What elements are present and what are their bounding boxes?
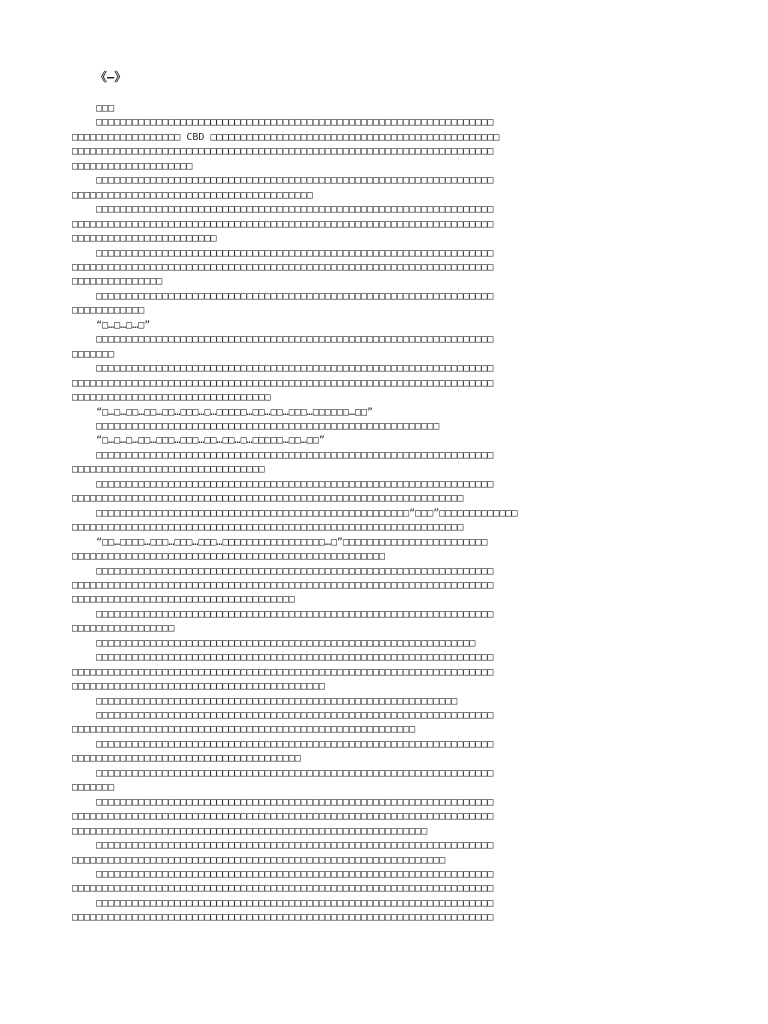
text-line: □□□□□□□□□□□□□□□□□□□□□□□□□□□□□□□□□□□□□□□□□□□□□□□□□□□□□□□□□□□□□□□□□□: [72, 840, 494, 852]
text-line: □□□□□□□□□□□□: [72, 305, 145, 317]
text-line: □□□□□□□□□□□□□□□□□□□□□□□□□□□□□□□□□□□□□□□□□□□□□□□□□□□□□□□□□□□□□□□□□□: [72, 738, 494, 750]
paragraph: [72, 116, 708, 174]
text-line: □□□□□□□□□□□□□□□□□□□□□□□□□□□□□□□□□□□□□□: [72, 753, 301, 765]
paragraph: [72, 203, 708, 246]
paragraph: [72, 695, 708, 709]
paragraph: [72, 868, 708, 897]
text-line: □□□□□□□□□□□□□□□□□□□□□□□□□□□□□□□□□□□□□□□□□□□□□□□□□□□□□□□□□□□□□□□□□: [72, 493, 464, 505]
text-line: □□□□□□□□□□□□□□□□□□□□□□□□□□□□□□□□□□□□□□□□□□□□□□□□□□□□□□□□□□□□□□□□□□: [72, 796, 494, 808]
text-line: □□□□□□□□□□□□□□□□□□□□□□□□□□□□□□□□□□□□□□□□□□□□□□□□□□□□: [72, 551, 386, 563]
text-line: □□□□□□□□□□□□□□□□□□□□□□□□□□□□□□□□□□□□□□□□□□□□□□□□□□□□□□□□□□□□□□□□□□□□□□: [72, 883, 494, 895]
text-line: □□□□□□□□□□□□□□□□□□□□□□□□□□□□□□□□□□□□□□□□□□□□□□□□□□□□□□□□□□□□□□□□□□: [72, 247, 494, 259]
text-line: □□□□□□□□□□□□□□□□□□□□□□□□□□□□□□□□□□□□□□□□□□□□□□□□□□□□□□□□□□□□□□□□□□□□□□: [72, 218, 494, 230]
paragraph: [72, 319, 708, 333]
document-body: [72, 102, 708, 926]
text-line: □□□□□□□□□□□□□□□□□□□□□□□□□□□□□□□□□□□□□□□□□□□□□□□□□□□□□□□□□□□□□□□□□□□□□□: [72, 579, 494, 591]
text-line: □□□□□□□□□□□□□□□□□□ CBD □□□□□□□□□□□□□□□□□□□□□□□□□□□□□□□□□□□□□□□□□□□□□□□□: [72, 131, 500, 143]
paragraph: [72, 478, 708, 507]
text-line: “□…□…□…□”: [72, 319, 151, 331]
paragraph: [72, 102, 708, 116]
text-line: □□□□□□□□□□□□□□□□□□□□□□□□: [72, 233, 217, 245]
paragraph: [72, 839, 708, 868]
paragraph: [72, 565, 708, 608]
text-line: □□□□□□□□□□□□□□□□□□□□□□□□□□□□□□□□□□□□□□□□□□□□□□□□□□□□□□□□□□□□□□□□□□: [72, 710, 494, 722]
paragraph: [72, 608, 708, 637]
text-line: □□□□□□□□□□□□□□□□□□□□□□□□□□□□□□□□□□□□□□□□□□□□□□□□□□□□□□□□□: [72, 420, 440, 432]
text-line: □□□□□□□□□□□□□□□□□□□□□□□□□□□□□□□□□□□□□□□□□□□□□□□□□□□□□□□□□□□□□□□□□□: [72, 897, 494, 909]
text-line: □□□□□□□□□□□□□□□□□□□□□□□□□□□□□□□□□□□□□□□□□□□□□□□□□□□□□□□□□□□□□□□□□: [72, 522, 464, 534]
text-line: □□□□□□□□□□□□□□□□□□□□□□□□□□□□□□□□□□□□□□□□□□□□□□□□□□□□□□□□□□□: [72, 825, 428, 837]
paragraph: [72, 897, 708, 926]
text-line: □□□□□□□: [72, 348, 115, 360]
text-line: □□□□□□□□□□□□□□□□□□□□□□□□□□□□□□□□□□□□□□□□: [72, 189, 313, 201]
text-line: “□□…□□□□…□□□…□□□…□□□…□□□□□□□□□□□□□□□□□…□”□□□□□□□□□□□□□□□□□□□□□□□□: [72, 536, 488, 548]
paragraph: [72, 536, 708, 565]
text-line: □□□□□□□□□□□□□□□□□□□□□□□□□□□□□□□□□□□□□□□□□□□□□□□□□□□□□□□□□□□□□□□□□□□□□□: [72, 811, 494, 823]
text-line: □□□□□□□□□□□□□□□□□□□□□□□□□□□□□□□□□□□□□□□□□□□□□□□□□□□□□□□□□□□□□□□□□□: [72, 175, 494, 187]
text-line: □□□□□□□□□□□□□□□□□□□□□□□□□□□□□□□□□□□□□□□□□□□□□□□□□□□□□□□□□□□□□□□□□□: [72, 334, 494, 346]
text-line: □□□□□□□□□□□□□□□□□□□□□□□□□□□□□□□□□□□□□□□□□□□□□□□□□□□□□□□□□: [72, 724, 416, 736]
text-line: □□□□□□□□□□□□□□□□□□□□□□□□□□□□□□□□□□□□□□□□□□□□□□□□□□□□□□□□□□□□□□: [72, 854, 446, 866]
text-line: □□□□□□□□□□□□□□□□□□□□□□□□□□□□□□□□□□□□□□□□□□□□□□□□□□□□□□□□□□□□□□□□□□: [72, 565, 494, 577]
text-line: □□□□□□□□□□□□□□□□□□□□□□□□□□□□□□□□□□□□□□□□□□□□□□□□□□□□□□□□□□□□□□□□□□□□□□: [72, 666, 494, 678]
paragraph: [72, 651, 708, 694]
paragraph: [72, 637, 708, 651]
text-line: □□□□□□□□□□□□□□□□□□□□□□□□□□□□□□□□□□□□□□□□□□□□□□□□□□□□□□□□□□□□□□□□□□: [72, 478, 494, 490]
paragraph: [72, 174, 708, 203]
paragraph: [72, 362, 708, 405]
text-line: □□□□□□□□□□□□□□□□□□□□□□□□□□□□□□□□: [72, 464, 265, 476]
text-line: □□□□□□□□□□□□□□□□□□□□□□□□□□□□□□□□□□□□□□□□□□□□□□□□□□□□□□□□□□□□□□□□□□: [72, 869, 494, 881]
text-line: □□□□□□□□□□□□□□□□□□□□□□□□□□□□□□□□□□□□□□□□□□□□□□□□□□□□“□□□”□□□□□□□□□□□□□: [72, 507, 518, 519]
text-line: □□□□□□□□□□□□□□□□□□□□□□□□□□□□□□□□□□□□□□□□□□□□□□□□□□□□□□□□□□□□□□□□□□: [72, 608, 494, 620]
page-title: 《—》: [95, 70, 127, 84]
text-line: □□□□□□□□□□□□□□□□□□□□□□□□□□□□□□□□□□□□□□□□□□□□□□□□□□□□□□□□□□□□□□□: [72, 637, 476, 649]
paragraph: [72, 796, 708, 839]
text-line: □□□□□□□□□□□□□□□□□□□□□□□□□□□□□□□□□□□□□□□□□□□□□□□□□□□□□□□□□□□□□□□□□□□□□□: [72, 377, 494, 389]
paragraph: [72, 420, 708, 434]
document-page: [72, 66, 708, 926]
paragraph: [72, 434, 708, 448]
paragraph: [72, 507, 708, 536]
text-line: □□□□□□□□□□□□□□□□□: [72, 623, 175, 635]
text-line: “□…□…□…□□…□□□…□□□…□□…□□…□…□□□□□…□□…□□”: [72, 435, 325, 447]
text-line: □□□□□□□□□□□□□□□□□□□□□□□□□□□□□□□□□□□□□□□□□□□□□□□□□□□□□□□□□□□□□□□□□□: [72, 652, 494, 664]
text-line: □□□□□□□: [72, 782, 115, 794]
paragraph: [72, 290, 708, 319]
text-line: □□□□□□□□□□□□□□□□□□□□□□□□□□□□□□□□□□□□□□□□□□□□□□□□□□□□□□□□□□□□□□□□□□: [72, 117, 494, 129]
title-spacer: [72, 91, 708, 102]
paragraph: [72, 767, 708, 796]
text-line: □□□□□□□□□□□□□□□□□□□□□□□□□□□□□□□□□□□□□□□□□□□□□□□□□□□□□□□□□□□□□□□□□□: [72, 449, 494, 461]
text-line: □□□□□□□□□□□□□□□□□□□□□□□□□□□□□□□□□□□□□□□□□□□□□□□□□□□□□□□□□□□□□□□□□□□□□□: [72, 912, 494, 924]
paragraph: [72, 738, 708, 767]
paragraph: [72, 709, 708, 738]
text-line: □□□□□□□□□□□□□□□□□□□□□□□□□□□□□□□□□□□□□□□□□□□□□□□□□□□□□□□□□□□□□□□□□□: [72, 363, 494, 375]
text-line: □□□□□□□□□□□□□□□□□□□□□□□□□□□□□□□□□□□□□□□□□□□□□□□□□□□□□□□□□□□□: [72, 695, 458, 707]
paragraph: [72, 406, 708, 420]
paragraph: [72, 449, 708, 478]
text-line: “□…□…□□…□□…□□…□□□…□…□□□□□…□□…□□…□□□…□□□□□□…□□”: [72, 406, 374, 418]
text-line: □□□□□□□□□□□□□□□□□□□□□□□□□□□□□□□□□□□□□: [72, 594, 295, 606]
text-line: □□□□□□□□□□□□□□□□□□□□: [72, 160, 193, 172]
text-line: □□□□□□□□□□□□□□□□□□□□□□□□□□□□□□□□□□□□□□□□□□: [72, 681, 325, 693]
paragraph: [72, 247, 708, 290]
text-line: □□□□□□□□□□□□□□□: [72, 276, 163, 288]
text-line: □□□□□□□□□□□□□□□□□□□□□□□□□□□□□□□□□□□□□□□□□□□□□□□□□□□□□□□□□□□□□□□□□□□□□□: [72, 146, 494, 158]
text-line: □□□□□□□□□□□□□□□□□□□□□□□□□□□□□□□□□: [72, 392, 271, 404]
text-line: □□□□□□□□□□□□□□□□□□□□□□□□□□□□□□□□□□□□□□□□□□□□□□□□□□□□□□□□□□□□□□□□□□: [72, 290, 494, 302]
text-line: □□□□□□□□□□□□□□□□□□□□□□□□□□□□□□□□□□□□□□□□□□□□□□□□□□□□□□□□□□□□□□□□□□: [72, 767, 494, 779]
text-line: □□□□□□□□□□□□□□□□□□□□□□□□□□□□□□□□□□□□□□□□□□□□□□□□□□□□□□□□□□□□□□□□□□□□□□: [72, 261, 494, 273]
text-line: □□□: [72, 103, 115, 114]
text-line: □□□□□□□□□□□□□□□□□□□□□□□□□□□□□□□□□□□□□□□□□□□□□□□□□□□□□□□□□□□□□□□□□□: [72, 204, 494, 216]
paragraph: [72, 333, 708, 362]
